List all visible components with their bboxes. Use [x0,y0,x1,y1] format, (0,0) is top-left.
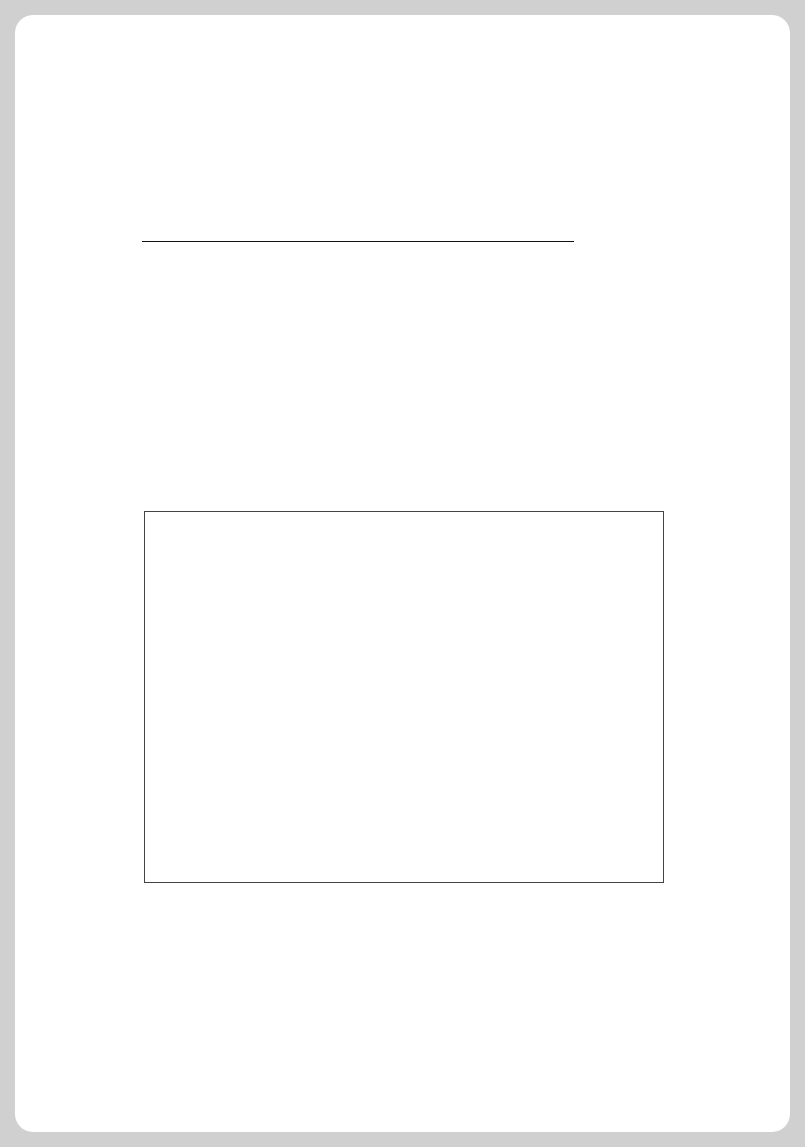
answer-line [136,222,656,245]
dialog-box [144,511,664,883]
answer-blank [142,225,574,242]
